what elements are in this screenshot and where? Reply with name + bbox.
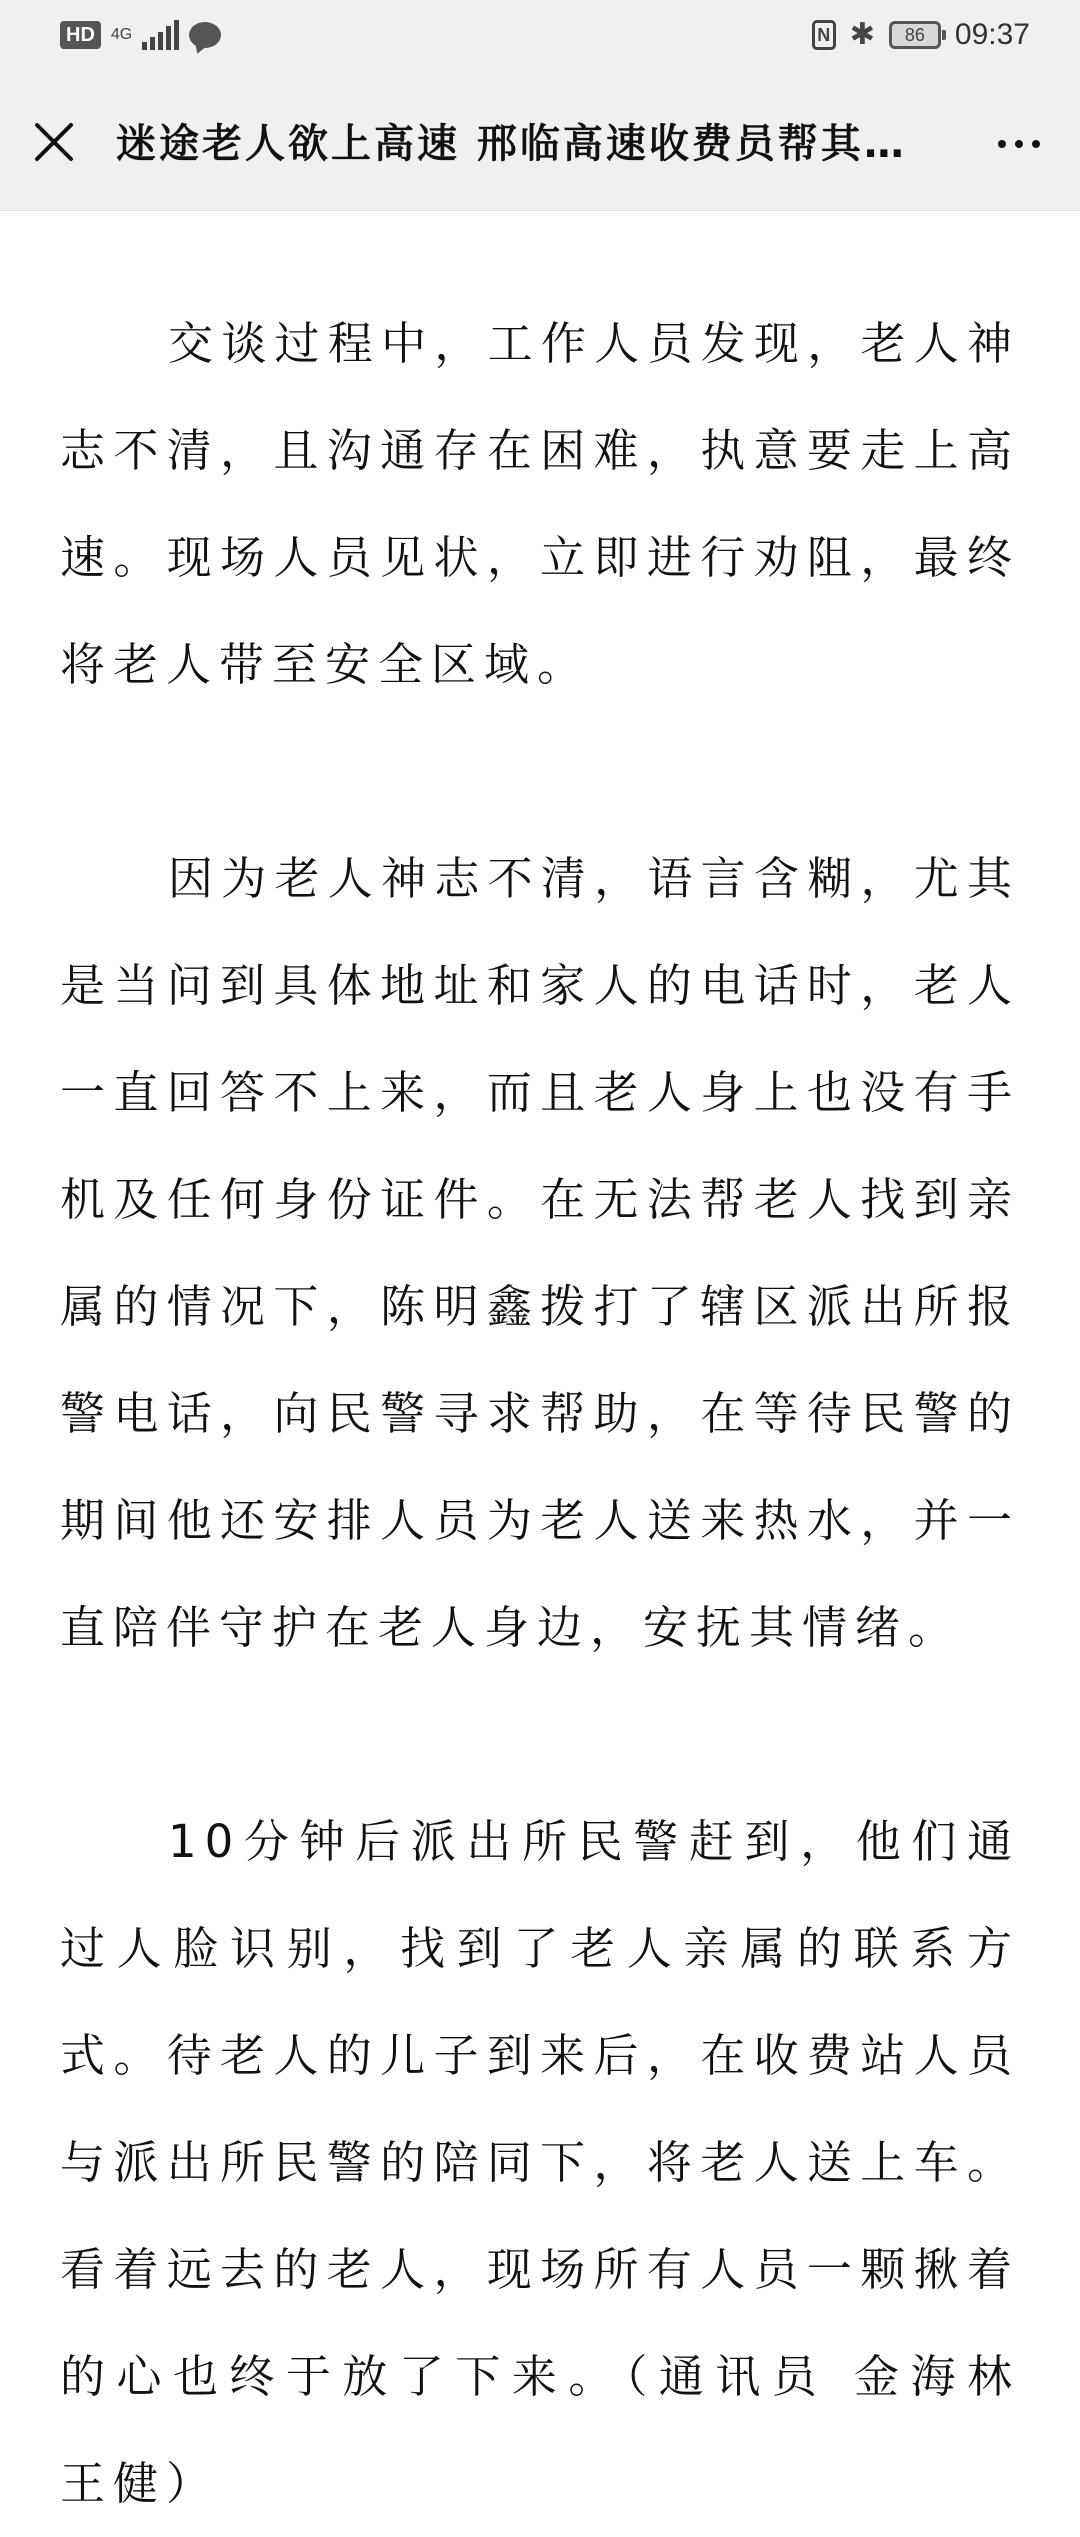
more-button[interactable] (984, 124, 1054, 164)
article-body (60, 290, 1020, 2537)
more-icon-dot (1015, 140, 1023, 148)
bluetooth-icon: ✱ (849, 17, 875, 52)
article-paragraph: 10分钟后派出所民警赶到，他们通过人脸识别，找到了老人亲属的联系方式。待老人的儿子到来后，在收费站人员与派出所民警的陪同下，将老人送上车。看着远去的老人，现场所有人员一颗揪着的心也终于放了下来。（通讯员 金海林 王健） (60, 1815, 1020, 2510)
message-bubble-icon (189, 22, 221, 48)
page-title: 迷途老人欲上高速 邢临高速收费员帮其… (116, 121, 907, 167)
close-icon (33, 121, 75, 163)
status-bar (0, 0, 1080, 80)
battery-icon: 86 (889, 21, 941, 49)
signal-icon (142, 20, 179, 50)
clock: 09:37 (954, 18, 1030, 51)
more-icon (998, 140, 1006, 148)
article-paragraph: 交谈过程中，工作人员发现，老人神志不清，且沟通存在困难，执意要走上高速。现场人员见状，立即进行劝阻，最终将老人带至安全区域。 (60, 317, 1020, 691)
close-button[interactable] (26, 114, 82, 170)
more-icon-dot (1032, 140, 1040, 148)
nfc-icon: N (812, 20, 836, 50)
article-paragraph: 因为老人神志不清，语言含糊，尤其是当问到具体地址和家人的电话时，老人一直回答不上来，而且老人身上也没有手机及任何身份证件。在无法帮老人找到亲属的情况下，陈明鑫拨打了辖区派出所报警电话，向民警寻求帮助，在等待民警的期间他还安排人员为老人送来热水，并一直陪伴守护在老人身边，安抚其情绪。 (60, 852, 1020, 1654)
title-bar (0, 80, 1080, 211)
status-right (812, 18, 1030, 52)
network-type: 4G (110, 26, 133, 43)
hd-icon: HD (60, 21, 101, 49)
status-left (60, 20, 221, 50)
